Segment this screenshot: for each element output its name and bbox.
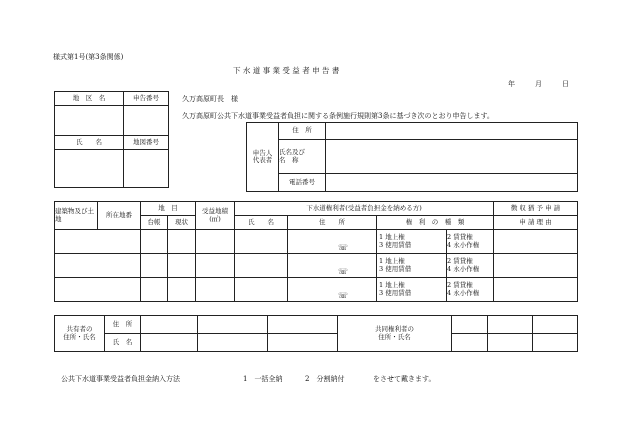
payment-option-installment[interactable]: 2 分割納付 [305,375,345,383]
applicant-side-label: 申告人 代表者 [247,123,279,192]
col-owner-name-header: 氏 名 [235,216,288,230]
row-2-area-field[interactable] [196,254,235,278]
phone-icon: ☏ [338,266,349,276]
col-area-header: 受益地積 (㎡) [196,202,235,230]
col-land-header: 地 目 [141,202,196,216]
row-3-right-options-left: 1 地上権 3 使用賃借 [377,278,447,302]
applicant-box [246,122,578,192]
col-ledger-header: 台帳 [141,216,168,230]
col-location-header: 所在地番 [98,202,141,230]
co-owner-name-1[interactable] [141,334,198,352]
row-3-right-options-right: 2 賃貸権 4 永小作権 [447,278,494,302]
row-1-owner-name-field[interactable] [235,230,288,254]
row-2-owner-address-field[interactable] [288,254,377,278]
row-1-right-options-left: 1 地上権 3 使用賃借 [377,230,447,254]
co-owner-name-3[interactable] [268,334,338,352]
row-1-ledger-field[interactable] [141,230,168,254]
co-owner-table [54,315,578,352]
payment-method-label: 公共下水道事業受益者負担金納入方法 [61,375,180,383]
joint-owner-field-5[interactable] [488,334,533,352]
co-owner-address-2[interactable] [198,316,268,334]
applicant-name-field[interactable] [326,140,578,174]
row-2-actual-field[interactable] [168,254,196,278]
page-title: 下 水 道 事 業 受 益 者 申 告 書 [233,66,340,75]
report-no-label: 申告番号 [124,92,169,106]
co-owner-label: 共有者の 住所・氏名 [55,316,105,352]
row-3-reason-field[interactable] [494,278,578,302]
date-year: 年 [508,80,515,88]
row-1-reason-field[interactable] [494,230,578,254]
col-owner-header: 下水道権利者(受益者負担金を納める方) [235,202,494,216]
col-reason-header: 申 請 理 由 [494,216,578,230]
joint-owner-field-1[interactable] [452,316,488,334]
row-3-location-field[interactable] [55,278,141,302]
co-owner-name-label: 氏 名 [105,334,141,352]
joint-owner-field-3[interactable] [533,316,578,334]
phone-label: 電話番号 [279,174,326,192]
payment-suffix: をさせて戴きます。 [373,375,436,383]
row-2-reason-field[interactable] [494,254,578,278]
phone-icon: ☏ [338,242,349,252]
table-row [55,278,578,302]
row-2-ledger-field[interactable] [141,254,168,278]
col-actual-header: 現状 [168,216,196,230]
co-owner-name-2[interactable] [198,334,268,352]
row-1-owner-address-field[interactable] [288,230,377,254]
row-3-actual-field[interactable] [168,278,196,302]
row-3-ledger-field[interactable] [141,278,168,302]
addressee: 久万高原町長 様 [182,95,238,103]
row-1-actual-field[interactable] [168,230,196,254]
col-building-header: 建築物及び土地 [55,202,98,230]
row-2-location-field[interactable] [55,254,141,278]
applicant-address-field[interactable] [326,123,578,140]
payment-option-lump-sum[interactable]: 1 一括全納 [243,375,283,383]
map-no-field[interactable] [124,150,169,188]
district-box [54,91,169,188]
row-3-area-field[interactable] [196,278,235,302]
table-row [55,254,578,278]
co-owner-address-1[interactable] [141,316,198,334]
co-owner-address-label: 住 所 [105,316,141,334]
applicant-phone-field[interactable] [326,174,578,192]
map-no-label: 地図番号 [124,136,169,150]
row-1-area-field[interactable] [196,230,235,254]
joint-owner-field-6[interactable] [533,334,578,352]
date-day: 日 [562,80,569,88]
row-1-location-field[interactable] [55,230,141,254]
address-label: 住 所 [279,123,326,140]
applicant-name-label: 氏名及び 名 称 [279,140,326,174]
row-2-right-options-right: 2 賃貸権 4 永小作権 [447,254,494,278]
name-field[interactable] [55,150,124,188]
row-3-owner-name-field[interactable] [235,278,288,302]
district-field[interactable] [55,106,124,136]
row-2-right-options-left: 1 地上権 3 使用賃借 [377,254,447,278]
form-number: 様式第1号(第3条関係) [53,53,124,61]
joint-owner-field-2[interactable] [488,316,533,334]
row-1-right-options-right: 2 賃貸権 4 永小作権 [447,230,494,254]
col-deferral-header: 徴 収 猶 予 申 請 [494,202,578,216]
row-2-owner-name-field[interactable] [235,254,288,278]
date-month: 月 [535,80,542,88]
row-3-owner-address-field[interactable] [288,278,377,302]
district-label: 地 区 名 [55,92,124,106]
declaration-statement: 久万高原町公共下水道事業受益者負担に関する条例施行規則第3条に基づき次のとおり申告します。 [182,112,494,120]
col-owner-address-header: 住 所 [288,216,377,230]
joint-owner-label: 共同権利者の 住所・氏名 [338,316,452,352]
report-no-field[interactable] [124,106,169,136]
table-row [55,230,578,254]
co-owner-address-3[interactable] [268,316,338,334]
col-right-type-header: 権 利 の 種 類 [377,216,494,230]
joint-owner-field-4[interactable] [452,334,488,352]
property-table [54,201,578,302]
name-label: 氏 名 [55,136,124,150]
phone-icon: ☏ [338,290,349,300]
